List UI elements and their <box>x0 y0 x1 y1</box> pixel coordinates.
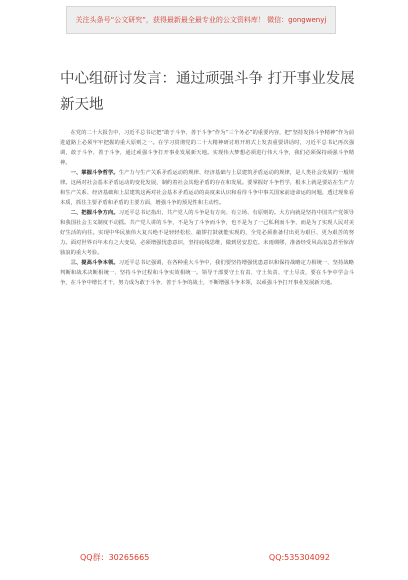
top-banner <box>66 6 336 34</box>
paragraph-4-heading: 三、提高斗争本领。 <box>70 260 119 266</box>
paragraph-1-text: 在党的二十大报告中，习近平总书记把“敢于斗争、善于斗争”作为“三个务必”的重要内容，把“坚持发扬斗争精神”作为前进道路上必须牢牢把握的重大原则之一。在学习贯彻党的二十大精神研讨班开班式上发表重要讲话时，习近平总书记再次强调，敢于斗争、善于斗争，通过顽强斗争打开事业发展新天地。实现伟大梦想必须进行伟大斗争，我们必须保持顽强斗争精神。 <box>60 130 354 166</box>
paragraph-3-heading: 二、把握斗争方向。 <box>70 210 119 216</box>
article-body <box>60 128 354 541</box>
paragraph-2-text: 生产力与生产关系矛盾运动的规律、经济基础与上层建筑矛盾运动的规律，是人类社会发展的一般规律。这两对社会基本矛盾运动的变化发展，制约着社会其他矛盾的存在和发展。要掌握好斗争哲学，根本上就是要站在生产力和生产关系、经济基础和上层建筑这两对社会基本矛盾运动的高度来认识和看待斗争中事关国家前途命运的问题，透过现象看本质，抓住主要矛盾和矛盾的主要方面，增强斗争的预见性和主动性。 <box>60 170 354 206</box>
footer-contact <box>80 548 330 566</box>
paragraph-2 <box>60 168 354 208</box>
qq-label: QQ:535304092 <box>268 552 330 562</box>
banner-text: 关注头条号“公文研究”，获得最新最全最专业的公文资料库！ 微信：gongwenyj <box>75 16 327 24</box>
paragraph-3 <box>60 208 354 258</box>
qq-group-label: QQ群：30265665 <box>80 552 150 562</box>
paragraph-4 <box>60 258 354 288</box>
paragraph-4-text: 习近平总书记强调，在各种重大斗争中，我们要坚持增强忧患意识和保持战略定力相统一、坚持战略判断和战术决断相统一、坚持斗争过程和斗争实效相统一。领导干部要守土有责、守土负责、守土尽责，要在斗争中学会斗争，在斗争中增长才干，努力成为敢于斗争、善于斗争的战士，不断增强斗争本领，以顽强斗争打开事业发展新天地。 <box>60 260 354 286</box>
paragraph-3-text: 习近平总书记指出，共产党人的斗争是有方向、有立场、有原则的。大方向就是坚持中国共产党领导和我国社会主义制度不动摇。共产党人讲的斗争，不是为了斗争而斗争，也不是为了一己私利而斗争，而是为了实现人民对美好生活的向往。实现中华民族伟大复兴绝不是轻轻松松、敲锣打鼓就能实现的，全党必须准备付出更为艰巨、更为艰苦的努力。面对世界百年未有之大变局，必须增强忧患意识，坚持底线思维，做到居安思危、未雨绸缪，准备经受风高浪急甚至惊涛骇浪的重大考验。 <box>60 210 354 256</box>
paragraph-1 <box>60 128 354 168</box>
article-title: 中心组研讨发言：通过顽强斗争 打开事业发展新天地 <box>60 71 355 113</box>
paragraph-2-heading: 一、掌握斗争哲学。 <box>70 170 119 176</box>
